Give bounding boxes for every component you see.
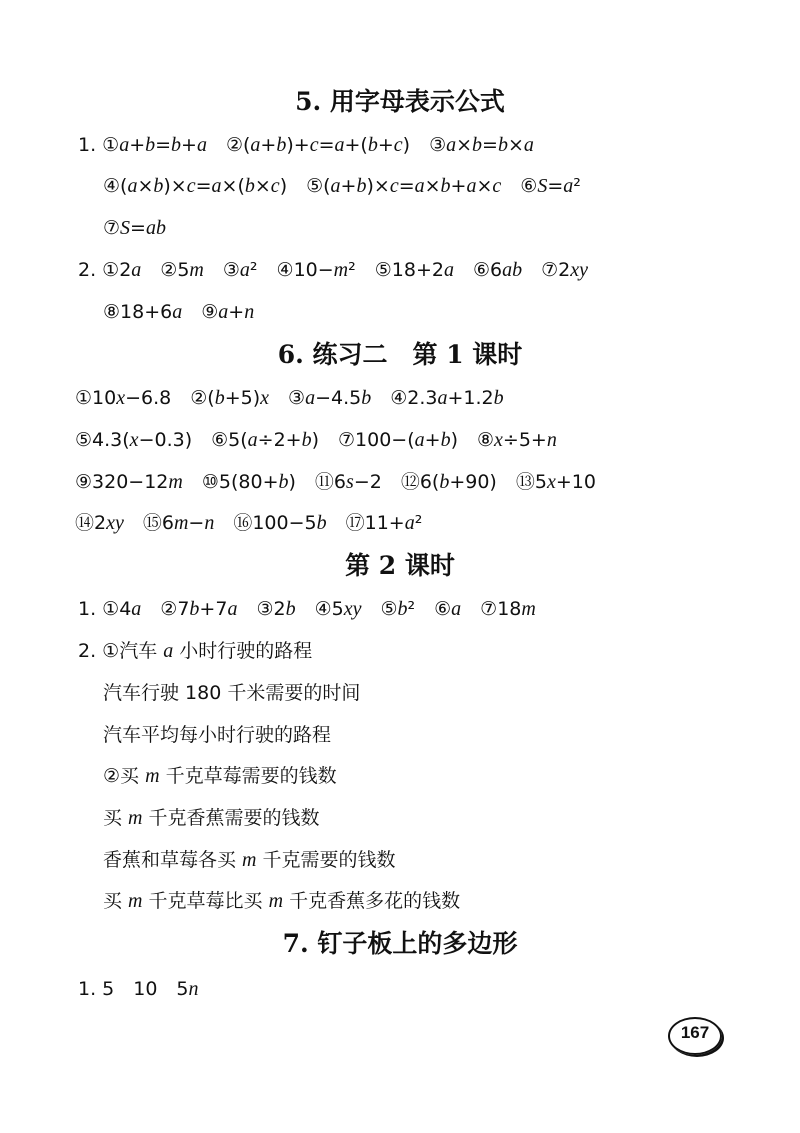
answer-line: ⑧18+6a ⑨a+n	[103, 301, 255, 323]
answer-line: ⑭2xy ⑮6m−n ⑯100−5b ⑰11+a²	[75, 512, 423, 534]
section-title: 5. 用字母表示公式	[295, 87, 505, 116]
page-number: 167	[680, 1023, 710, 1042]
section-title: 第 2 课时	[345, 551, 455, 580]
answer-line: 汽车平均每小时行驶的路程	[103, 724, 332, 746]
answer-line: ⑦S=ab	[103, 217, 166, 239]
answer-line: 1. ①4a ②7b+7a ③2b ④5xy ⑤b² ⑥a ⑦18m	[78, 598, 536, 620]
answer-line: 1. 5 10 5n	[78, 978, 199, 1000]
answer-line: 买 m 千克草莓比买 m 千克香蕉多花的钱数	[103, 890, 461, 912]
answer-line: ⑤4.3(x−0.3) ⑥5(a÷2+b) ⑦100−(a+b) ⑧x÷5+n	[75, 429, 557, 451]
answer-line: ④(a×b)×c=a×(b×c) ⑤(a+b)×c=a×b+a×c ⑥S=a²	[103, 175, 581, 197]
answer-line: 香蕉和草莓各买 m 千克需要的钱数	[103, 849, 396, 871]
section-title: 7. 钉子板上的多边形	[282, 929, 518, 958]
page-number-badge	[668, 1017, 722, 1055]
answer-line: 2. ①2a ②5m ③a² ④10−m² ⑤18+2a ⑥6ab ⑦2xy	[78, 259, 588, 281]
answer-line: 买 m 千克香蕉需要的钱数	[103, 807, 320, 829]
answer-line: 2. ①汽车 a 小时行驶的路程	[78, 640, 313, 662]
answer-line: ②买 m 千克草莓需要的钱数	[103, 765, 337, 787]
answer-line: 汽车行驶 180 千米需要的时间	[103, 682, 361, 704]
answer-line: ⑨320−12m ⑩5(80+b) ⑪6s−2 ⑫6(b+90) ⑬5x+10	[75, 471, 596, 493]
section-title: 6. 练习二 第 1 课时	[277, 340, 523, 369]
answer-line: ①10x−6.8 ②(b+5)x ③a−4.5b ④2.3a+1.2b	[75, 387, 504, 409]
answer-line: 1. ①a+b=b+a ②(a+b)+c=a+(b+c) ③a×b=b×a	[78, 134, 534, 156]
